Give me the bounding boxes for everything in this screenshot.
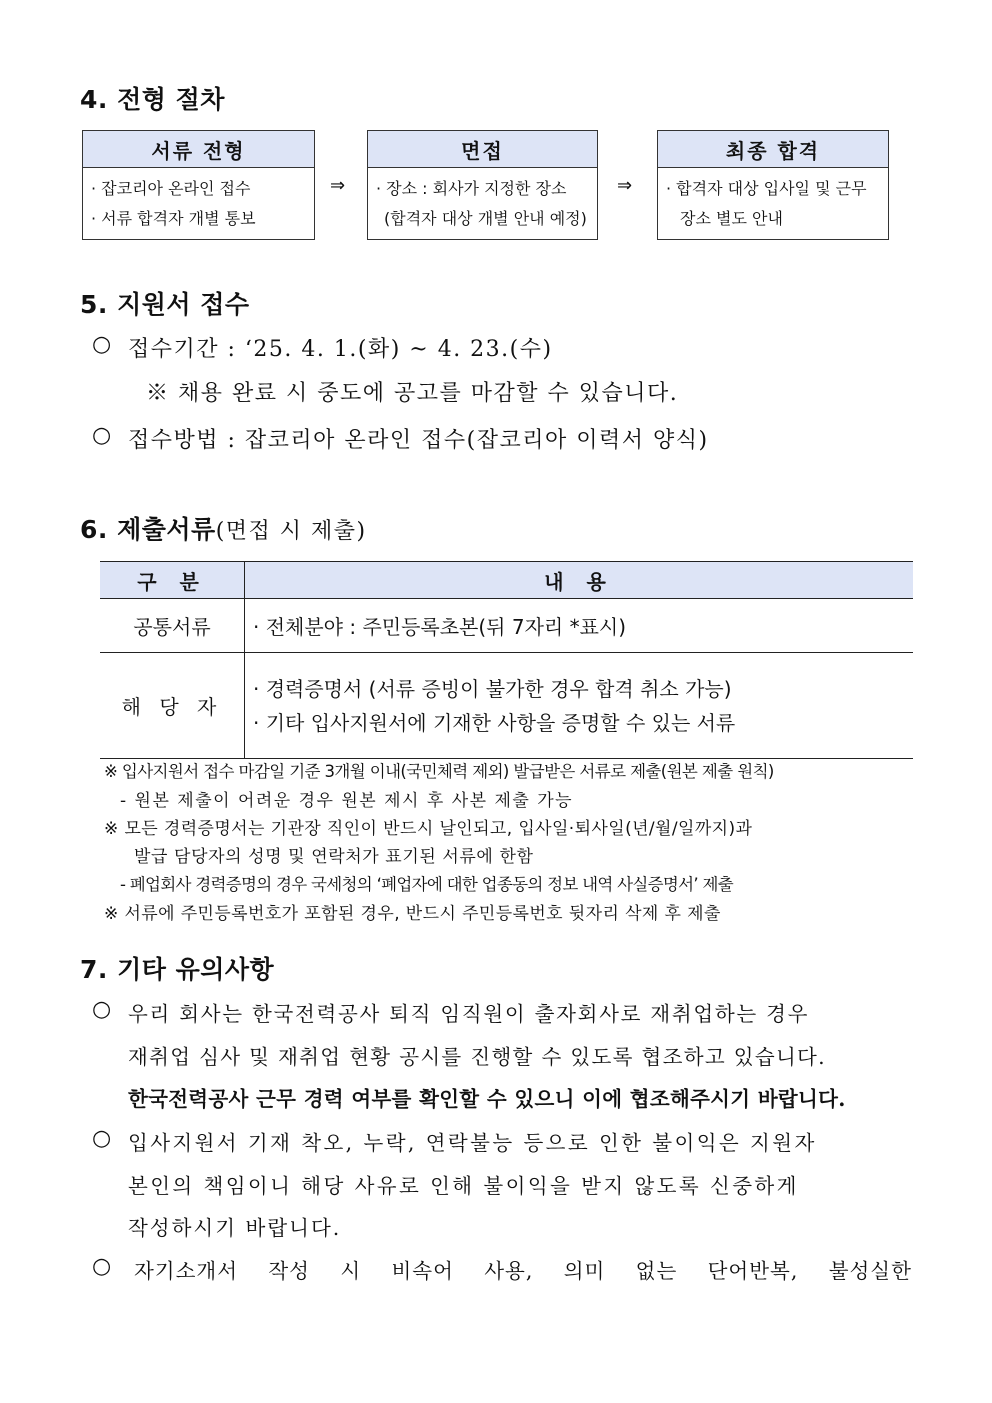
- note-line: ※ 모든 경력증명서는 기관장 직인이 반드시 날인되고, 입사일·퇴사일(년/월/일까지)과: [104, 819, 753, 839]
- step-line: (합격자 대상 개별 안내 예정): [384, 209, 587, 228]
- row-category: 공통서류: [100, 599, 245, 653]
- section-6-title: 6. 제출서류: [80, 515, 216, 544]
- table-row: [100, 599, 913, 653]
- paragraph-line-bold: 한국전력공사 근무 경력 여부를 확인할 수 있으니 이에 협조해주시기 바랍니다.: [128, 1087, 846, 1111]
- word: 사용,: [484, 1259, 534, 1283]
- section-6-suffix: (면접 시 제출): [215, 519, 367, 544]
- word: 단어반복,: [707, 1259, 799, 1283]
- step-title: 서류 전형: [83, 131, 314, 168]
- application-method: 접수방법 : 잡코리아 온라인 접수(잡코리아 이력서 양식): [128, 428, 709, 453]
- step-line: 장소 별도 안내: [680, 209, 783, 228]
- note-line: ※ 서류에 주민등록번호가 포함된 경우, 반드시 주민등록번호 뒷자리 삭제 후 제출: [104, 904, 721, 924]
- word: 없는: [635, 1259, 678, 1283]
- paragraph-line: 본인의 책임이니 해당 사유로 인해 불이익을 받지 않도록 신중하게: [128, 1174, 799, 1198]
- row-category: 해 당 자: [100, 653, 245, 759]
- step-interview: [367, 130, 598, 240]
- word: 자기소개서: [134, 1259, 239, 1283]
- section-5-title: 5. 지원서 접수: [80, 290, 250, 319]
- bullet-circle: ○: [92, 997, 112, 1022]
- word: 작성: [268, 1259, 310, 1283]
- row-item: · 기타 입사지원서에 기재한 사항을 증명할 수 있는 서류: [253, 710, 736, 735]
- column-header-category: 구 분: [100, 562, 245, 599]
- paragraph-line: 입사지원서 기재 착오, 누락, 연락불능 등으로 인한 불이익은 지원자: [128, 1131, 817, 1155]
- note-line: - 폐업회사 경력증명의 경우 국세청의 ‘폐업자에 대한 업종동의 정보 내역 사실증명서’ 제출: [120, 875, 733, 894]
- section-6-heading: [80, 510, 367, 546]
- step-title: 최종 합격: [658, 131, 888, 168]
- word: 시: [340, 1259, 362, 1283]
- column-header-content: 내 용: [245, 562, 914, 599]
- row-item: · 경력증명서 (서류 증빙이 불가한 경우 합격 취소 가능): [253, 676, 732, 701]
- step-line: · 잡코리아 온라인 접수: [91, 179, 251, 198]
- word: 의미: [563, 1259, 606, 1283]
- closing-notice: ※ 채용 완료 시 중도에 공고를 마감할 수 있습니다.: [146, 381, 679, 406]
- section-4-title: 4. 전형 절차: [80, 85, 225, 114]
- paragraph-line: 재취업 심사 및 재취업 현황 공시를 진행할 수 있도록 협조하고 있습니다.: [128, 1045, 826, 1069]
- paragraph-line: 작성하시기 바랍니다.: [128, 1216, 342, 1240]
- note-line: 발급 담당자의 성명 및 연락처가 표기된 서류에 한함: [134, 847, 534, 867]
- paragraph-line-justified: [134, 1254, 912, 1284]
- paragraph-line: 우리 회사는 한국전력공사 퇴직 임직원이 출자회사로 재취업하는 경우: [128, 1002, 810, 1026]
- bullet-circle: ○: [92, 1254, 112, 1279]
- bullet-circle: ○: [92, 423, 112, 448]
- step-line: · 합격자 대상 입사일 및 근무: [666, 179, 867, 198]
- row-item: · 전체분야 : 주민등록초본(뒤 7자리 *표시): [245, 599, 914, 653]
- documents-table: [100, 561, 913, 759]
- step-title: 면접: [368, 131, 597, 168]
- section-7-title: 7. 기타 유의사항: [80, 955, 275, 984]
- step-document-screening: [82, 130, 315, 240]
- arrow-icon: ⇒: [330, 175, 346, 196]
- note-line: ※ 입사지원서 접수 마감일 기준 3개월 이내(국민체력 제외) 발급받은 서류로 제출(원본 제출 원칙): [104, 762, 774, 781]
- bullet-circle: ○: [92, 1126, 112, 1151]
- note-line: - 원본 제출이 어려운 경우 원본 제시 후 사본 제출 가능: [120, 791, 574, 811]
- word: 비속어: [391, 1259, 454, 1283]
- bullet-circle: ○: [92, 332, 112, 357]
- step-final-pass: [657, 130, 889, 240]
- arrow-icon: ⇒: [617, 175, 633, 196]
- application-period: 접수기간 : ‘25. 4. 1.(화) ~ 4. 23.(수): [128, 337, 553, 362]
- step-line: · 서류 합격자 개별 통보: [91, 209, 256, 228]
- table-row: [100, 653, 913, 759]
- step-line: · 장소 : 회사가 지정한 장소: [376, 179, 567, 198]
- word: 불성실한: [828, 1259, 912, 1283]
